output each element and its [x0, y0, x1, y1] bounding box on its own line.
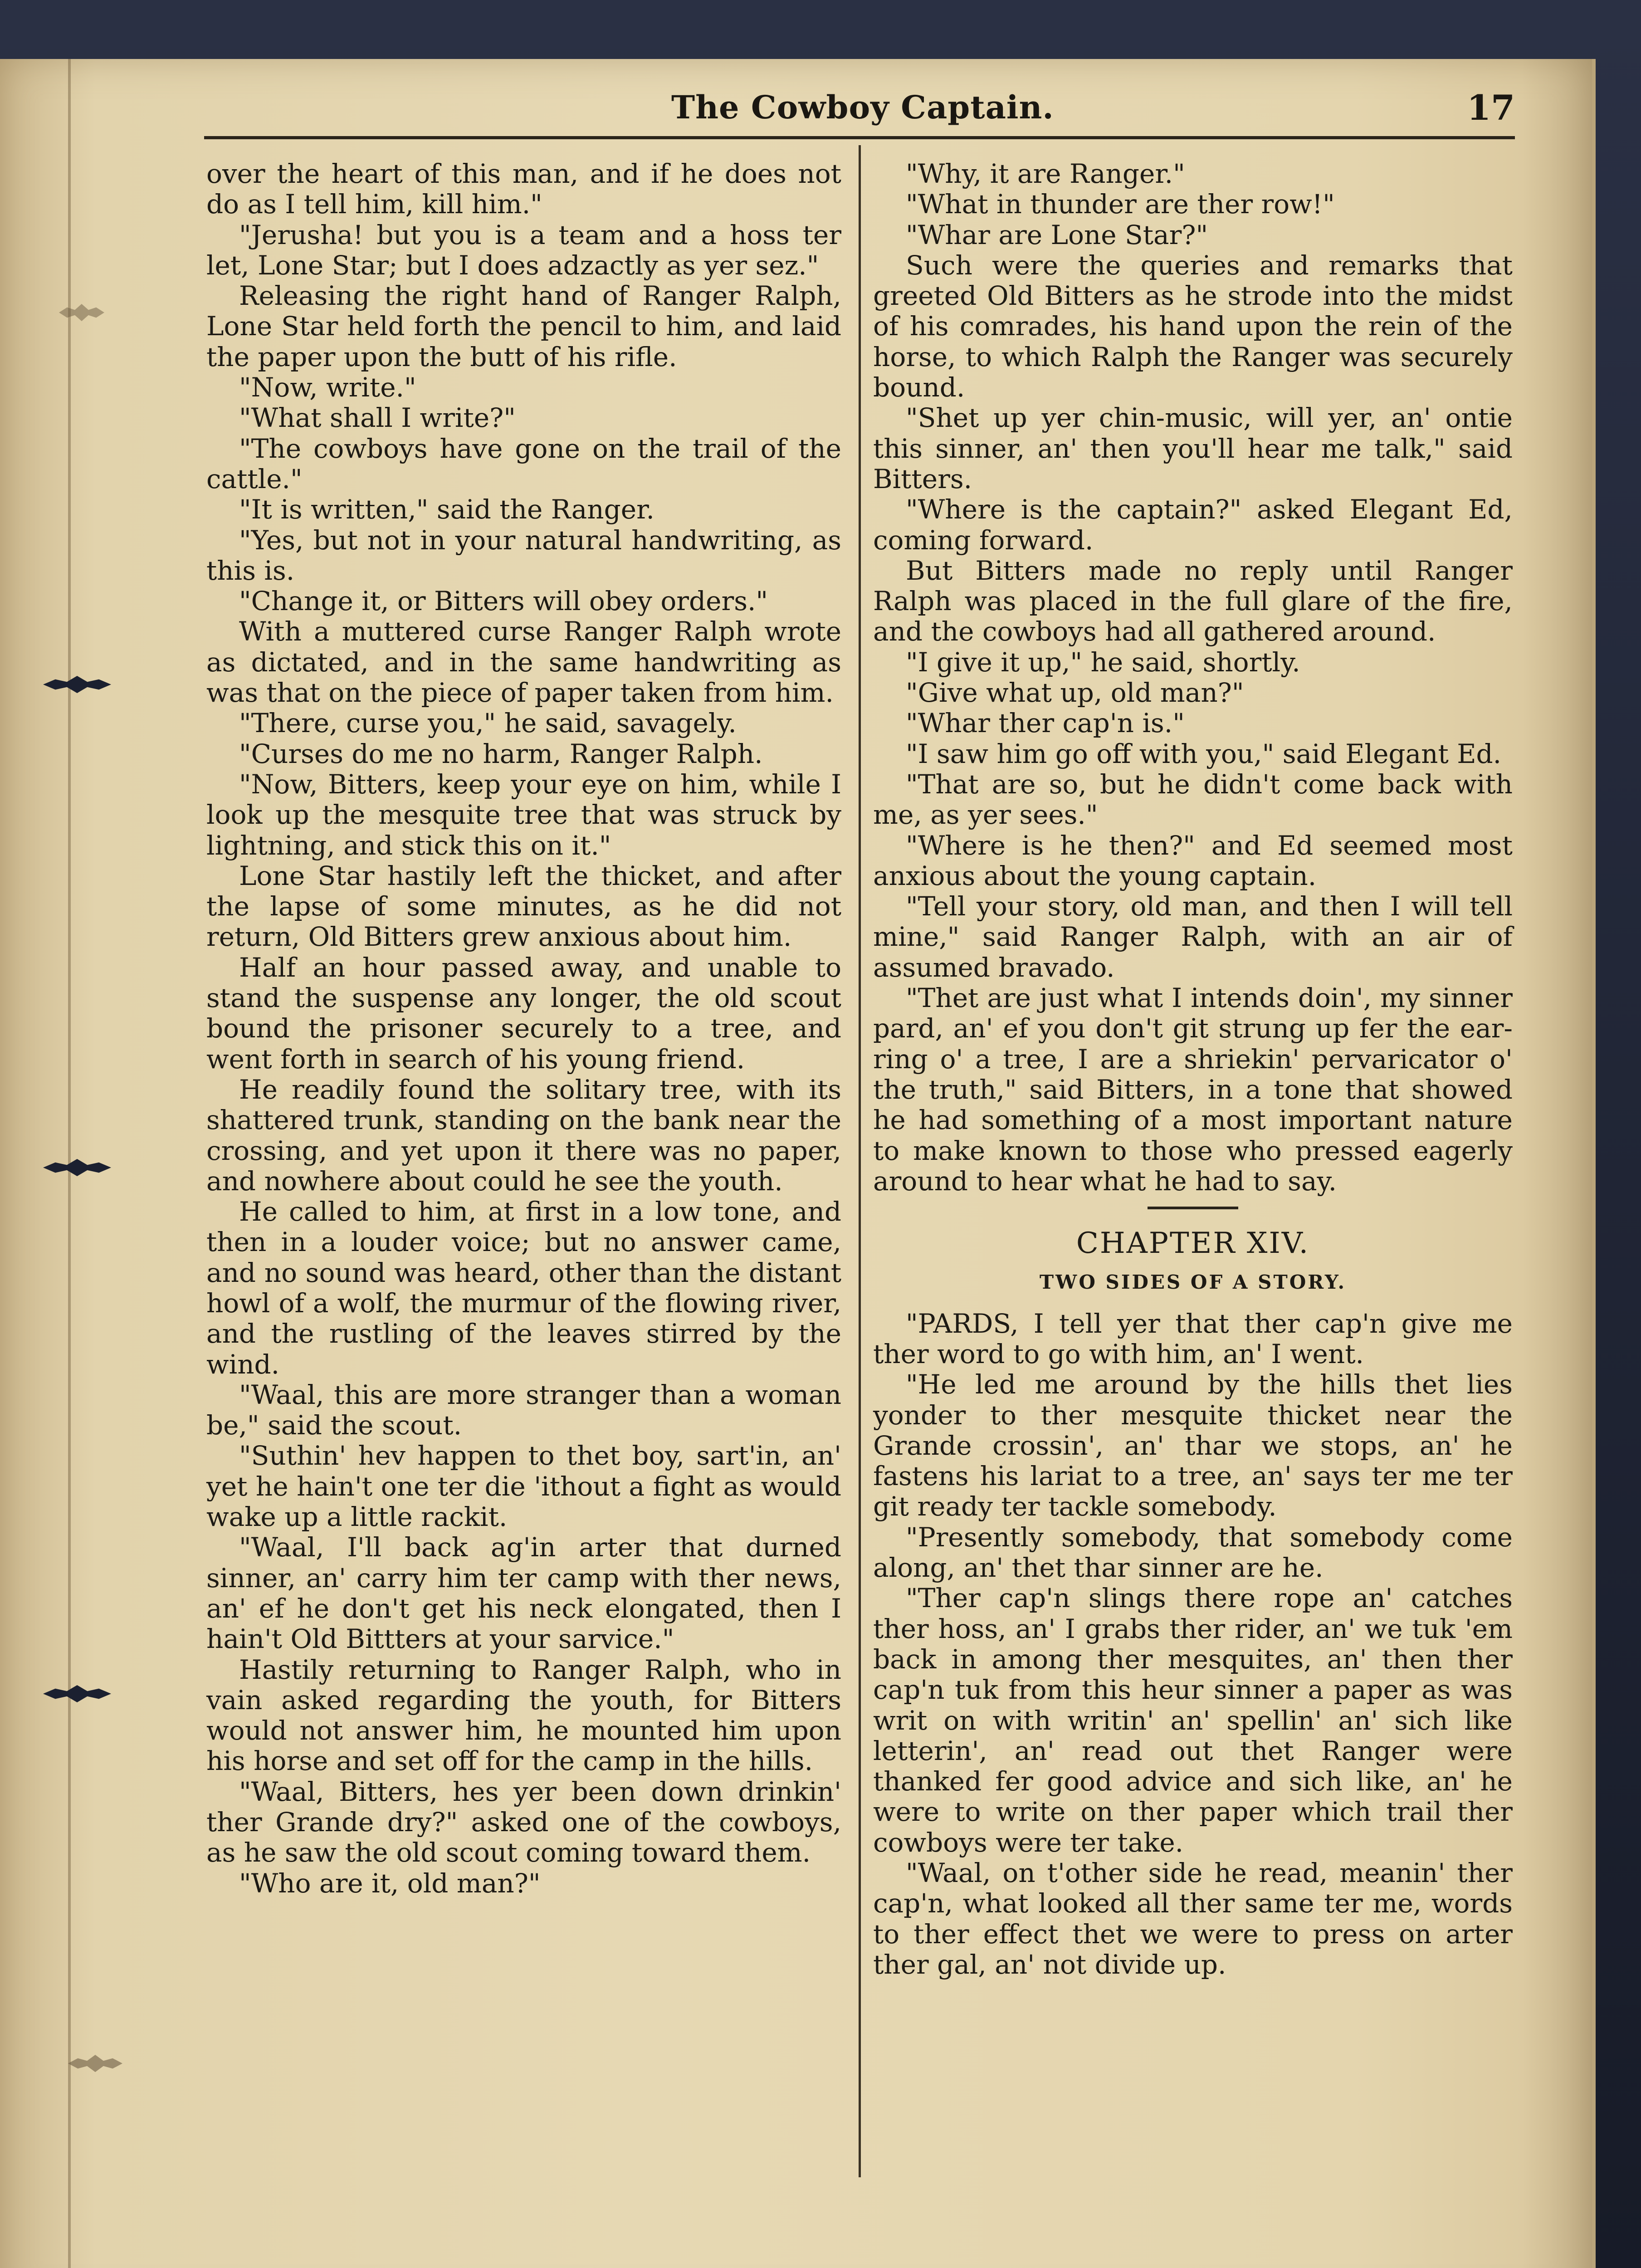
paragraph: "I give it up," he said, shortly.	[906, 646, 1300, 678]
paragraph: over the heart of this man, and if he does not do as I tell him, kill him."	[206, 158, 841, 220]
binding-stitch	[59, 304, 104, 321]
paragraph: "Presently somebody, that somebody come along, an' thet thar sinner are he.	[873, 1521, 1513, 1584]
paragraph: "Where is the captain?" asked Elegant Ed, coming forward.	[873, 494, 1513, 556]
paragraph: "It is written," said the Ranger.	[239, 494, 654, 525]
paragraph: Half an hour passed away, and unable to stand the suspense any longer, the old scout bound the prisoner securely to a tree, and went forth in search of his young friend.	[206, 952, 841, 1075]
left-column	[206, 159, 841, 1899]
paragraph: "Change it, or Bitters will obey orders."	[239, 586, 768, 617]
paragraph: "Waal, I'll back ag'in arter that durned sinner, an' carry him ter camp with ther news, an' ef he don't get his neck elongated, then I hain't Old Bittters at your sarvice."	[206, 1532, 841, 1655]
paragraph: "Tell your story, old man, and then I will tell mine," said Ranger Ralph, with an air of assumed bravado.	[873, 891, 1513, 983]
paragraph: Such were the queries and remarks that greeted Old Bitters as he strode into the midst of his comrades, his hand upon the rein of the horse, to which Ralph the Ranger was securely bound.	[873, 249, 1513, 403]
paragraph: "I saw him go off with you," said Elegant Ed.	[906, 738, 1502, 769]
paragraph: "Who are it, old man?"	[239, 1867, 541, 1899]
paragraph: "He led me around by the hills thet lies yonder to ther mesquite thicket near the Grande crossin', an' thar we stops, an' he fastens his lariat to a tree, an' says ter me ter git ready ter tackle somebody.	[873, 1369, 1513, 1522]
paragraph: "Whar are Lone Star?"	[906, 219, 1208, 250]
paragraph: "Ther cap'n slings there rope an' catches ther hoss, an' I grabs ther rider, an' we tuk 'em back in among ther mesquites, an' then ther cap'n tuk from this heur sinner a paper as was writ on with writin' an' spellin' an' sich like letterin', an' read out thet Ranger were thanked fer good advice and sich like, an' he were to write on ther paper which trail ther cowboys were ter take.	[873, 1583, 1513, 1858]
paragraph: "That are so, but he didn't come back with me, as yer sees."	[873, 768, 1513, 831]
section-rule	[1148, 1207, 1238, 1209]
paragraph: "Yes, but not in your natural handwriting, as this is.	[206, 524, 841, 586]
paragraph: But Bitters made no reply until Ranger Ralph was placed in the full glare of the fire, and the cowboys had all gathered around.	[873, 555, 1513, 647]
paragraph: "PARDS, I tell yer that ther cap'n give me ther word to go with him, an' I went.	[873, 1308, 1513, 1369]
paragraph: "Give what up, old man?"	[906, 677, 1244, 709]
running-header	[204, 84, 1515, 138]
paragraph: Releasing the right hand of Ranger Ralph, Lone Star held forth the pencil to him, and laid the paper upon the butt of his rifle.	[206, 280, 841, 372]
paragraph: He readily found the solitary tree, with its shattered trunk, standing on the bank near the crossing, and yet upon it there was no paper, and nowhere about could he see the youth.	[206, 1074, 841, 1197]
page-number: 17	[1467, 88, 1515, 128]
binding-stitch	[68, 2055, 122, 2072]
paragraph: "Now, write."	[239, 372, 416, 403]
paragraph: "Jerusha! but you is a team and a hoss ter let, Lone Star; but I does adzactly as yer sez."	[206, 219, 841, 281]
running-title: The Cowboy Captain.	[671, 88, 1054, 126]
paragraph: "There, curse you," he said, savagely.	[239, 708, 737, 739]
header-rule	[204, 136, 1515, 139]
paragraph: "Waal, Bitters, hes yer been down drinkin' ther Grande dry?" asked one of the cowboys, as he saw the old scout coming toward them.	[206, 1776, 841, 1868]
chapter-title: CHAPTER XIV.	[1076, 1227, 1310, 1261]
paragraph: "Curses do me no harm, Ranger Ralph.	[239, 738, 763, 769]
paragraph: "Waal, on t'other side he read, meanin' ther cap'n, what looked all ther same ter me, words to ther effect thet we were to press on arter ther gal, an' not divide up.	[873, 1857, 1513, 1980]
paragraph: "What shall I write?"	[239, 402, 516, 434]
paragraph: He called to him, at first in a low tone, and then in a louder voice; but no answer came, and no sound was heard, other than the distant howl of a wolf, the murmur of the flowing river, and the rustling of the leaves stirred by the wind.	[206, 1196, 841, 1380]
paragraph: "The cowboys have gone on the trail of the cattle."	[206, 433, 841, 494]
paragraph: "Waal, this are more stranger than a woman be," said the scout.	[206, 1379, 841, 1441]
right-column	[873, 159, 1513, 1980]
paragraph: "Suthin' hev happen to thet boy, sart'in, an' yet he hain't one ter die 'ithout a fight as would wake up a little rackit.	[206, 1440, 841, 1533]
paragraph: Lone Star hastily left the thicket, and after the lapse of some minutes, as he did not return, Old Bitters grew anxious about him.	[206, 860, 841, 953]
paragraph: "Thet are just what I intends doin', my sinner pard, an' ef you don't git strung up fer the ear-ring o' a tree, I are a shriekin' pervaricator o' the truth," said Bitters, in a tone that showed he had something of a most important nature to make known to those who pressed eagerly around to hear what he had to say.	[873, 982, 1513, 1197]
paragraph: "Shet up yer chin-music, will yer, an' ontie this sinner, an' then you'll hear me talk," said Bitters.	[873, 402, 1513, 494]
binding-stitch	[43, 676, 111, 693]
paragraph: "What in thunder are ther row!"	[906, 189, 1335, 220]
paragraph: Hastily returning to Ranger Ralph, who in vain asked regarding the youth, for Bitters would not answer him, he mounted him upon his horse and set off for the camp in the hills.	[206, 1654, 841, 1777]
paragraph: "Now, Bitters, keep your eye on him, while I look up the mesquite tree that was struck by lightning, and stick this on it."	[206, 768, 841, 861]
binding-stitch	[43, 1685, 111, 1702]
paragraph: "Why, it are Ranger."	[906, 158, 1185, 189]
paragraph: With a muttered curse Ranger Ralph wrote as dictated, and in the same handwriting as was that on the piece of paper taken from him.	[206, 616, 841, 709]
column-divider	[859, 145, 861, 2177]
paragraph: "Where is he then?" and Ed seemed most anxious about the young captain.	[873, 830, 1513, 891]
chapter-subtitle: TWO SIDES OF A STORY.	[1039, 1271, 1347, 1294]
binding-stitch	[43, 1159, 111, 1176]
paragraph: "Whar ther cap'n is."	[906, 708, 1185, 739]
